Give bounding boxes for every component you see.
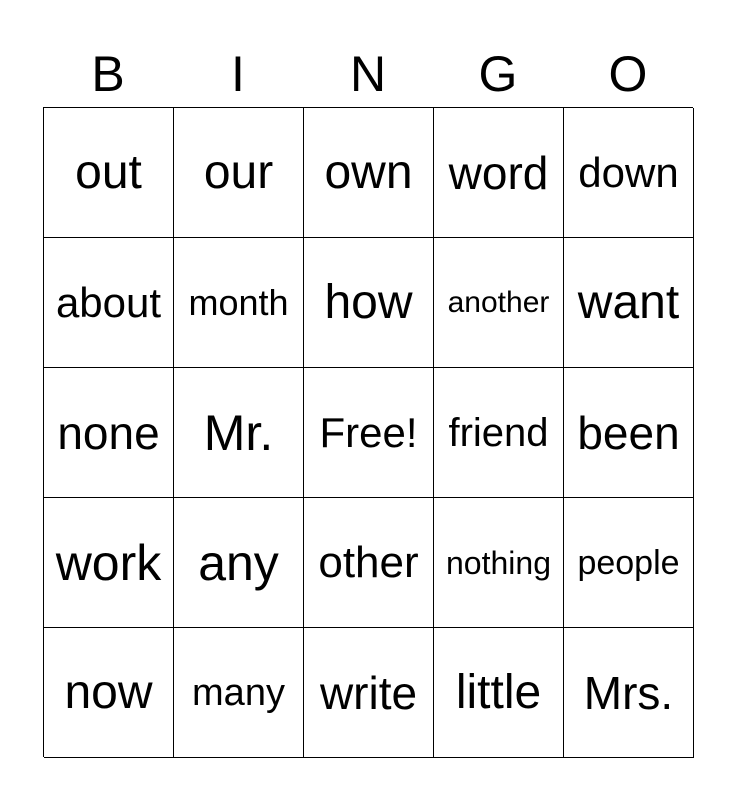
bingo-cell: people (564, 498, 694, 628)
bingo-board (43, 107, 693, 757)
bingo-cell: Mrs. (564, 628, 694, 758)
bingo-cell: none (44, 368, 174, 498)
bingo-header (43, 40, 693, 108)
bingo-cell: been (564, 368, 694, 498)
bingo-cell: about (44, 238, 174, 368)
bingo-cell: Free! (304, 368, 434, 498)
header-letter-g: G (478, 46, 518, 102)
bingo-cell: now (44, 628, 174, 758)
bingo-cell: any (174, 498, 304, 628)
bingo-cell: how (304, 238, 434, 368)
bingo-cell: word (434, 108, 564, 238)
bingo-cell: many (174, 628, 304, 758)
bingo-cell: own (304, 108, 434, 238)
bingo-cell: Mr. (174, 368, 304, 498)
bingo-cell: down (564, 108, 694, 238)
bingo-cell: our (174, 108, 304, 238)
header-letter-i: I (231, 46, 245, 102)
bingo-cell: want (564, 238, 694, 368)
header-letter-b: B (91, 46, 125, 102)
bingo-cell: write (304, 628, 434, 758)
bingo-cell: out (44, 108, 174, 238)
header-letter-n: N (349, 46, 387, 102)
bingo-cell: little (434, 628, 564, 758)
bingo-cell: another (434, 238, 564, 368)
bingo-cell: month (174, 238, 304, 368)
bingo-cell: friend (434, 368, 564, 498)
bingo-cell: other (304, 498, 434, 628)
bingo-cell: work (44, 498, 174, 628)
bingo-cell: nothing (434, 498, 564, 628)
header-letter-o: O (608, 46, 648, 102)
